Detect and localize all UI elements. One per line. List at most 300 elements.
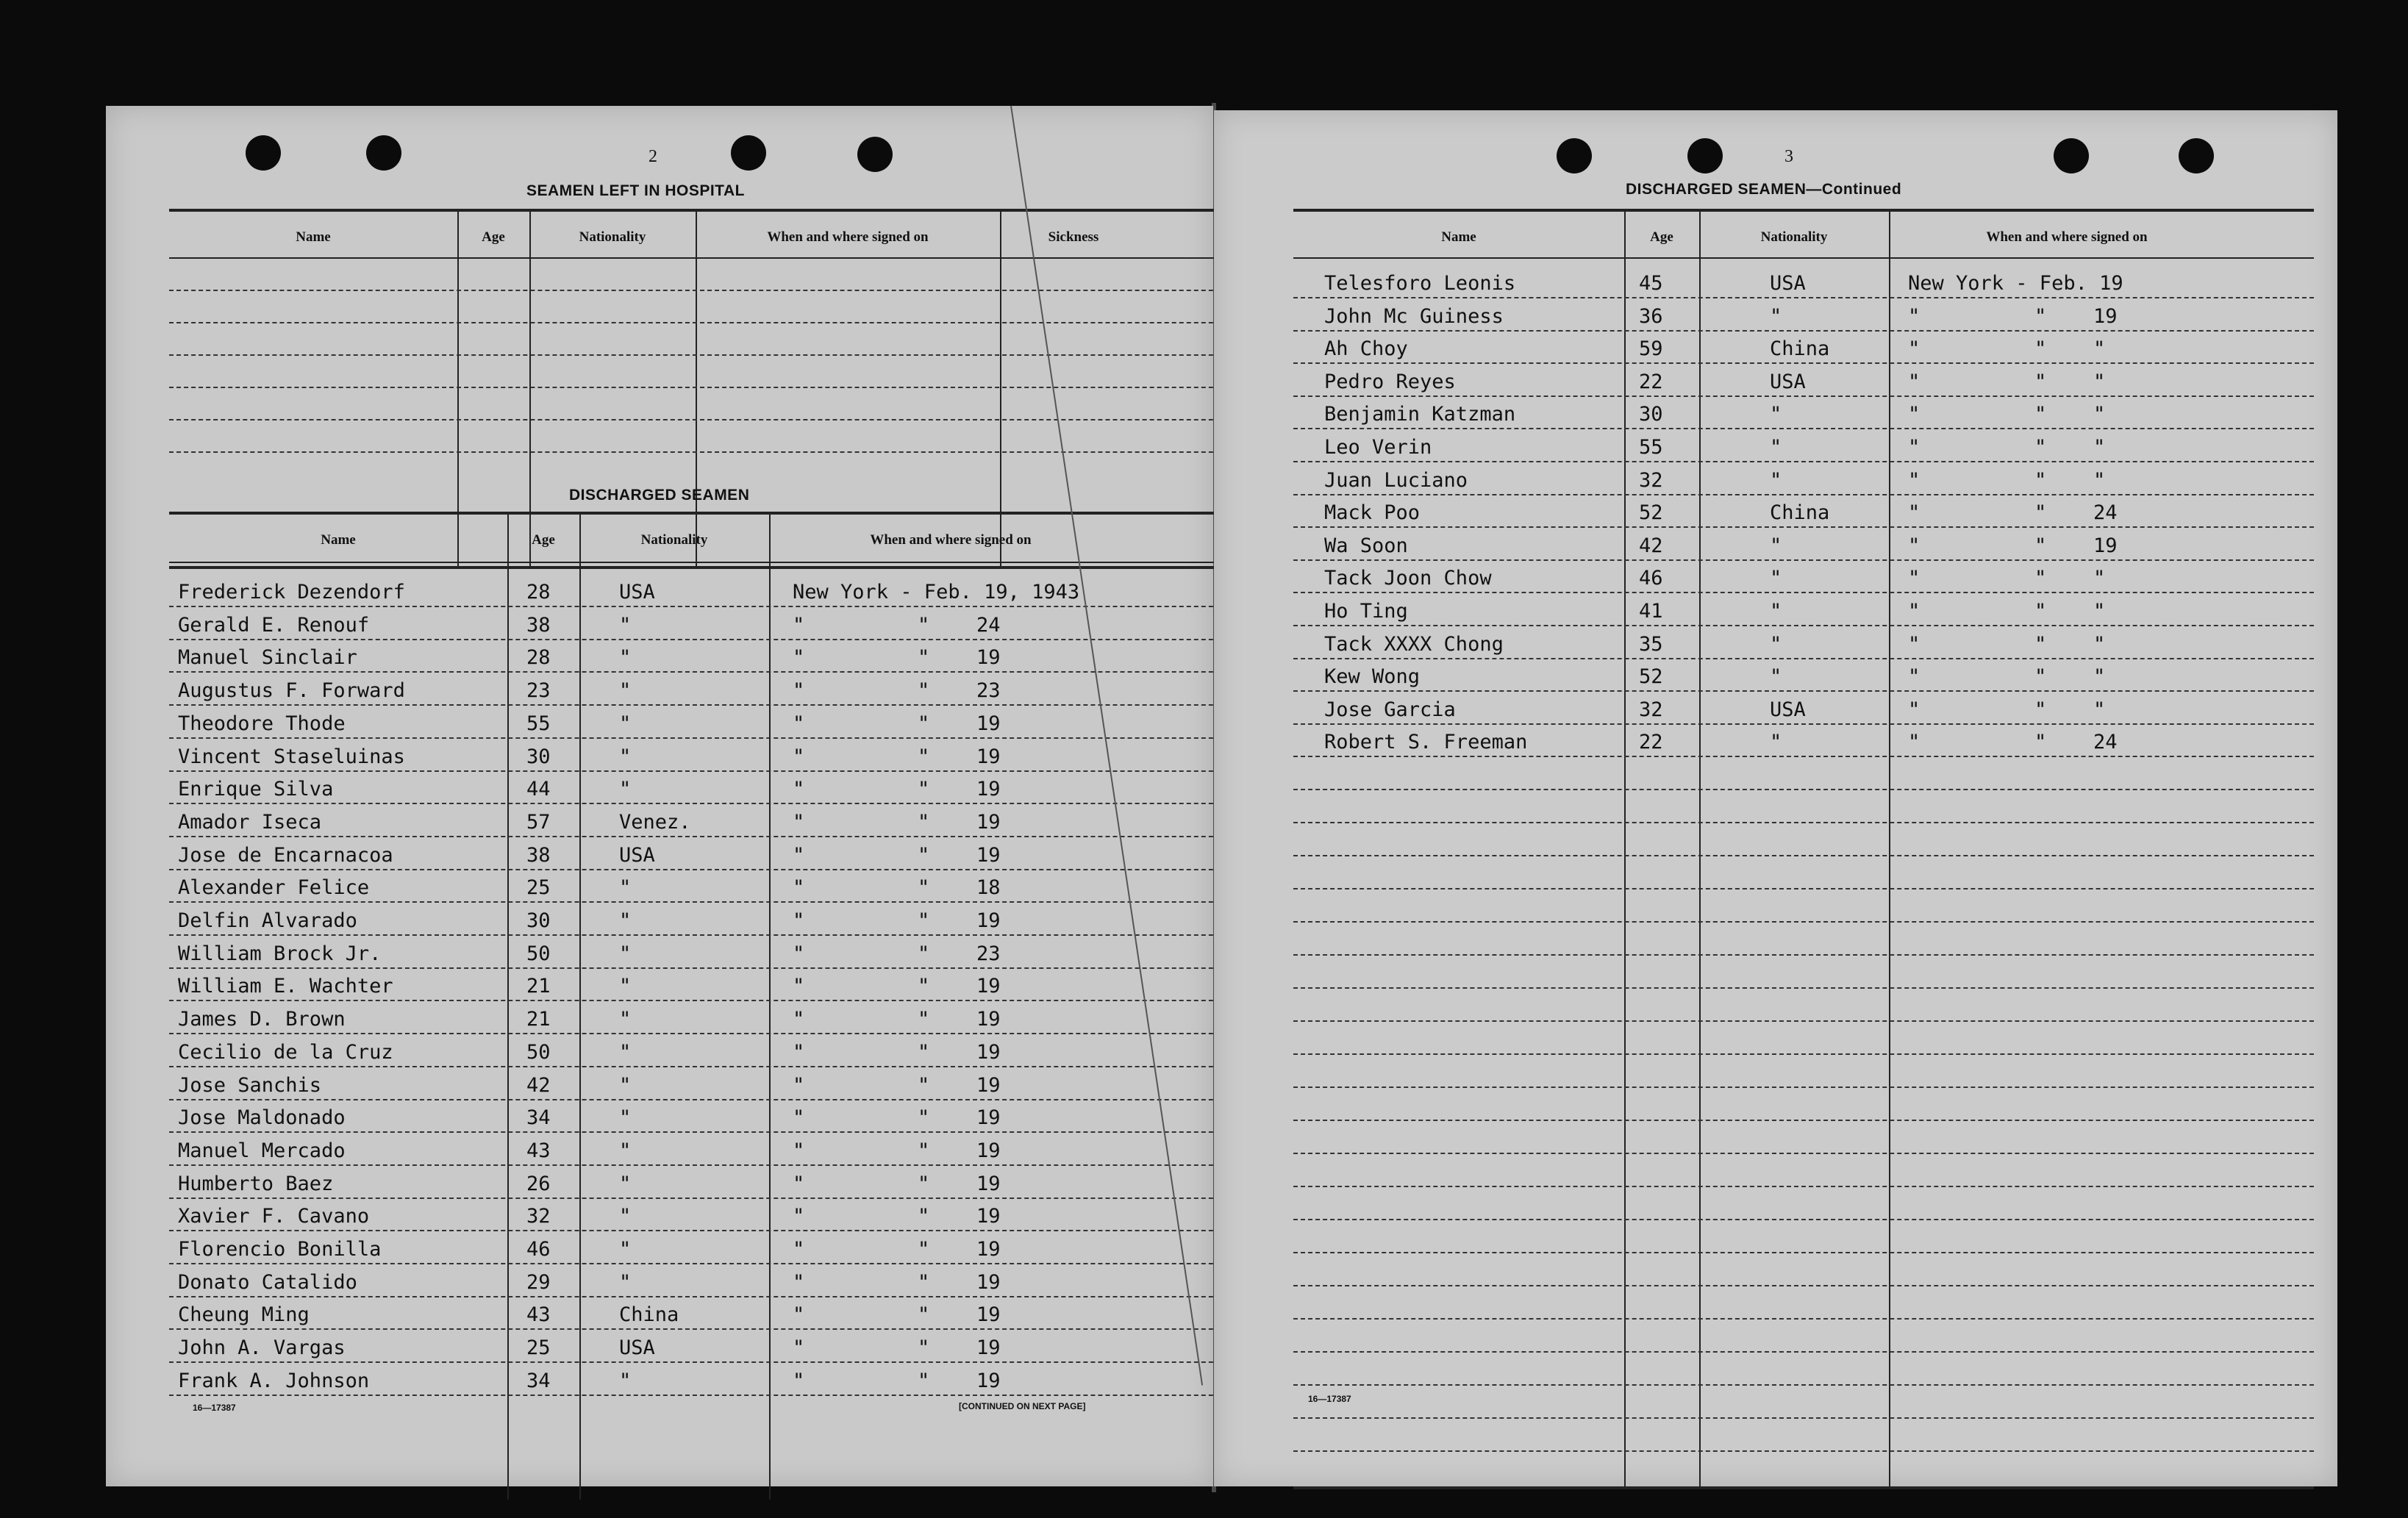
seaman-nationality: USA <box>1770 272 1806 295</box>
signed-on-day: 19 <box>976 778 1001 801</box>
seaman-age: 43 <box>526 1139 551 1162</box>
ditto-mark: " <box>1908 337 1921 360</box>
punch-hole <box>2179 138 2214 173</box>
ditto-mark: " <box>918 1271 930 1294</box>
seaman-nationality: USA <box>619 1336 655 1359</box>
table-row <box>1293 559 2314 561</box>
seaman-nationality: " <box>619 1074 632 1097</box>
seaman-age: 46 <box>526 1238 551 1261</box>
paper-crease <box>1010 106 1203 1386</box>
signed-on-day: " <box>2093 600 2106 623</box>
hospital-section-title: SEAMEN LEFT IN HOSPITAL <box>526 182 745 199</box>
signed-on-day: 19 <box>976 712 1001 735</box>
ditto-mark: " <box>2034 633 2047 656</box>
column-divider <box>1699 212 1701 1488</box>
table-row <box>169 1164 1243 1166</box>
discharged-header-age: Age <box>532 532 555 548</box>
ditto-mark: " <box>918 811 930 834</box>
seaman-age: 41 <box>1639 600 1663 623</box>
hospital-header-signed-on: When and where signed on <box>767 229 929 245</box>
table-row <box>1293 428 2314 429</box>
seaman-age: 30 <box>1639 403 1663 426</box>
table-row <box>169 901 1243 903</box>
seaman-nationality: " <box>619 778 632 801</box>
seaman-nationality: China <box>619 1303 679 1326</box>
table-row <box>1293 1351 2314 1353</box>
ditto-mark: " <box>2034 436 2047 459</box>
seaman-name: Manuel Sinclair <box>178 646 357 669</box>
table-row <box>1293 1186 2314 1187</box>
table-row <box>1293 1219 2314 1220</box>
seaman-nationality: USA <box>619 581 655 604</box>
table-row <box>1293 756 2314 757</box>
table-row <box>1293 330 2314 332</box>
seaman-nationality: " <box>619 1041 632 1064</box>
table-row <box>169 451 1243 453</box>
table-row <box>169 639 1243 640</box>
ditto-mark: " <box>918 1074 930 1097</box>
seaman-age: 44 <box>526 778 551 801</box>
ditto-mark: " <box>1908 501 1921 524</box>
seaman-nationality: " <box>619 942 632 965</box>
seaman-name: William E. Wachter <box>178 975 393 998</box>
ditto-mark: " <box>1908 370 1921 393</box>
seaman-age: 22 <box>1639 731 1663 753</box>
column-divider <box>507 515 509 1500</box>
seaman-name: Xavier F. Cavano <box>178 1205 370 1228</box>
punch-hole <box>1557 138 1592 173</box>
table-row <box>169 934 1243 936</box>
seaman-name: Tack XXXX Chong <box>1324 633 1504 656</box>
table-rule <box>1293 1486 2314 1489</box>
seaman-age: 23 <box>526 679 551 702</box>
seaman-nationality: " <box>1770 633 1782 656</box>
ditto-mark: " <box>2034 337 2047 360</box>
table-row <box>169 1000 1243 1001</box>
table-rule <box>169 257 1243 259</box>
ditto-mark: " <box>918 712 930 735</box>
ditto-mark: " <box>793 1139 805 1162</box>
signed-on-day: 23 <box>976 942 1001 965</box>
seaman-name: Jose Sanchis <box>178 1074 322 1097</box>
discharged-header-signed-on: When and where signed on <box>870 532 1032 548</box>
ditto-mark: " <box>793 811 805 834</box>
seaman-age: 52 <box>1639 501 1663 524</box>
table-row <box>1293 1417 2314 1419</box>
continued-header-age: Age <box>1650 229 1673 245</box>
table-rule <box>1293 209 2314 212</box>
signed-on-day: 19 <box>976 1336 1001 1359</box>
seaman-age: 42 <box>1639 534 1663 557</box>
table-row <box>1293 1450 2314 1452</box>
ditto-mark: " <box>1908 567 1921 590</box>
table-row <box>1293 921 2314 923</box>
continued-header-nationality: Nationality <box>1760 229 1828 245</box>
ditto-mark: " <box>793 1205 805 1228</box>
hospital-header-nationality: Nationality <box>579 229 646 245</box>
seaman-name: Donato Catalido <box>178 1271 357 1294</box>
ditto-mark: " <box>793 679 805 702</box>
seaman-nationality: " <box>619 1008 632 1031</box>
seaman-age: 46 <box>1639 567 1663 590</box>
seaman-age: 25 <box>526 876 551 899</box>
signed-on-day: 19 <box>2093 305 2118 328</box>
seaman-age: 34 <box>526 1370 551 1392</box>
seaman-name: Jose de Encarnacoa <box>178 844 393 867</box>
ditto-mark: " <box>793 712 805 735</box>
ditto-mark: " <box>918 1370 930 1392</box>
table-row <box>1293 690 2314 692</box>
ditto-mark: " <box>918 876 930 899</box>
seaman-age: 32 <box>1639 698 1663 721</box>
table-rule <box>169 512 1243 515</box>
signed-on-day: 19 <box>976 844 1001 867</box>
continued-header-name: Name <box>1441 229 1476 245</box>
signed-on-place: New York - Feb. 19 <box>1908 272 2123 295</box>
ditto-mark: " <box>918 1041 930 1064</box>
ditto-mark: " <box>2034 469 2047 492</box>
ditto-mark: " <box>793 1008 805 1031</box>
table-row <box>169 1033 1243 1034</box>
signed-on-day: " <box>2093 337 2106 360</box>
seaman-nationality: " <box>619 646 632 669</box>
seaman-name: Tack Joon Chow <box>1324 567 1492 590</box>
ditto-mark: " <box>1908 731 1921 753</box>
seaman-nationality: China <box>1770 501 1830 524</box>
seaman-nationality: " <box>1770 436 1782 459</box>
signed-on-day: 24 <box>2093 731 2118 753</box>
table-row <box>169 1197 1243 1199</box>
seaman-nationality: USA <box>1770 698 1806 721</box>
seaman-nationality: China <box>1770 337 1830 360</box>
ditto-mark: " <box>2034 501 2047 524</box>
ditto-mark: " <box>793 646 805 669</box>
seaman-age: 21 <box>526 975 551 998</box>
continued-header-signed-on: When and where signed on <box>1986 229 2148 245</box>
seaman-age: 29 <box>526 1271 551 1294</box>
ditto-mark: " <box>918 844 930 867</box>
seaman-age: 38 <box>526 844 551 867</box>
seaman-nationality: " <box>1770 305 1782 328</box>
discharged-header-name: Name <box>321 532 356 548</box>
table-row <box>169 1131 1243 1133</box>
signed-on-day: 19 <box>976 646 1001 669</box>
signed-on-day: 19 <box>976 975 1001 998</box>
seaman-nationality: " <box>619 745 632 768</box>
ditto-mark: " <box>793 1370 805 1392</box>
seaman-name: Alexander Felice <box>178 876 370 899</box>
ditto-mark: " <box>1908 698 1921 721</box>
seaman-name: Juan Luciano <box>1324 469 1468 492</box>
punch-hole <box>1687 138 1723 173</box>
ditto-mark: " <box>2034 403 2047 426</box>
seaman-name: Telesforo Leonis <box>1324 272 1516 295</box>
seaman-nationality: " <box>1770 469 1782 492</box>
punch-hole <box>731 135 766 171</box>
table-row <box>1293 723 2314 725</box>
table-row <box>1293 822 2314 823</box>
discharged-continued-title: DISCHARGED SEAMEN—Continued <box>1626 181 1902 198</box>
table-row <box>1293 494 2314 495</box>
table-row <box>1293 1285 2314 1286</box>
seaman-nationality: " <box>619 1106 632 1129</box>
signed-on-day: " <box>2093 567 2106 590</box>
seaman-nationality: " <box>1770 665 1782 688</box>
seaman-name: Ho Ting <box>1324 600 1408 623</box>
signed-on-day: " <box>2093 370 2106 393</box>
ditto-mark: " <box>793 745 805 768</box>
ditto-mark: " <box>1908 665 1921 688</box>
column-divider <box>769 515 771 1500</box>
signed-on-day: 19 <box>976 1172 1001 1195</box>
ditto-mark: " <box>918 1336 930 1359</box>
ditto-mark: " <box>793 909 805 932</box>
table-row <box>169 967 1243 969</box>
table-rule <box>1293 257 2314 259</box>
table-row <box>169 836 1243 837</box>
ditto-mark: " <box>2034 370 2047 393</box>
seaman-age: 34 <box>526 1106 551 1129</box>
table-row <box>1293 526 2314 528</box>
signed-on-day: " <box>2093 436 2106 459</box>
seaman-age: 30 <box>526 745 551 768</box>
table-row <box>169 803 1243 804</box>
signed-on-day: " <box>2093 665 2106 688</box>
seaman-name: Florencio Bonilla <box>178 1238 382 1261</box>
seaman-name: Humberto Baez <box>178 1172 334 1195</box>
seaman-age: 42 <box>526 1074 551 1097</box>
seaman-age: 55 <box>1639 436 1663 459</box>
seaman-age: 43 <box>526 1303 551 1326</box>
seaman-nationality: " <box>619 876 632 899</box>
table-row <box>1293 297 2314 298</box>
seaman-name: Wa Soon <box>1324 534 1408 557</box>
seaman-nationality: USA <box>1770 370 1806 393</box>
table-row <box>169 354 1243 356</box>
table-row <box>169 1395 1243 1396</box>
signed-on-day: " <box>2093 469 2106 492</box>
seaman-age: 35 <box>1639 633 1663 656</box>
seaman-name: Theodore Thode <box>178 712 346 735</box>
seaman-name: Kew Wong <box>1324 665 1421 688</box>
ditto-mark: " <box>1908 403 1921 426</box>
ditto-mark: " <box>918 745 930 768</box>
table-row <box>1293 395 2314 397</box>
seaman-name: John A. Vargas <box>178 1336 346 1359</box>
seaman-name: Cheung Ming <box>178 1303 310 1326</box>
seaman-age: 38 <box>526 614 551 637</box>
seaman-name: Benjamin Katzman <box>1324 403 1516 426</box>
seaman-age: 50 <box>526 1041 551 1064</box>
seaman-age: 59 <box>1639 337 1663 360</box>
ditto-mark: " <box>918 1238 930 1261</box>
ditto-mark: " <box>793 1041 805 1064</box>
seaman-age: 22 <box>1639 370 1663 393</box>
ditto-mark: " <box>793 1238 805 1261</box>
table-row <box>1293 625 2314 626</box>
table-row <box>169 1066 1243 1067</box>
table-row <box>1293 888 2314 889</box>
ditto-mark: " <box>793 614 805 637</box>
table-row <box>1293 987 2314 989</box>
seaman-name: Jose Garcia <box>1324 698 1456 721</box>
table-row <box>1293 1020 2314 1022</box>
ditto-mark: " <box>918 1008 930 1031</box>
seaman-nationality: " <box>619 975 632 998</box>
seaman-name: Frank A. Johnson <box>178 1370 370 1392</box>
ditto-mark: " <box>1908 633 1921 656</box>
seaman-name: John Mc Guiness <box>1324 305 1504 328</box>
seaman-nationality: " <box>1770 731 1782 753</box>
signed-on-day: 19 <box>976 1008 1001 1031</box>
ditto-mark: " <box>2034 305 2047 328</box>
seaman-name: Leo Verin <box>1324 436 1432 459</box>
seaman-name: Amador Iseca <box>178 811 322 834</box>
table-row <box>1293 1252 2314 1253</box>
ditto-mark: " <box>2034 665 2047 688</box>
ditto-mark: " <box>2034 567 2047 590</box>
seaman-nationality: " <box>619 712 632 735</box>
signed-on-day: " <box>2093 698 2106 721</box>
table-row <box>1293 362 2314 364</box>
punch-hole <box>246 135 281 171</box>
page-number: 3 <box>1784 147 1793 166</box>
ditto-mark: " <box>793 1074 805 1097</box>
ditto-mark: " <box>793 844 805 867</box>
ditto-mark: " <box>918 942 930 965</box>
seaman-name: Ah Choy <box>1324 337 1408 360</box>
seaman-age: 50 <box>526 942 551 965</box>
signed-on-day: 19 <box>976 1303 1001 1326</box>
seaman-nationality: " <box>1770 600 1782 623</box>
seaman-nationality: " <box>619 1370 632 1392</box>
signed-on-day: 19 <box>976 745 1001 768</box>
ditto-mark: " <box>1908 600 1921 623</box>
seaman-nationality: " <box>619 1205 632 1228</box>
hospital-header-sickness: Sickness <box>1048 229 1099 245</box>
ditto-mark: " <box>793 876 805 899</box>
form-number: 16—17387 <box>193 1403 236 1413</box>
ditto-mark: " <box>793 1172 805 1195</box>
ditto-mark: " <box>1908 305 1921 328</box>
seaman-name: Pedro Reyes <box>1324 370 1456 393</box>
table-row <box>169 290 1243 291</box>
page-number: 2 <box>649 147 657 166</box>
table-row <box>1293 592 2314 593</box>
signed-on-day: 19 <box>976 1041 1001 1064</box>
ditto-mark: " <box>2034 698 2047 721</box>
table-row <box>1293 789 2314 790</box>
table-row <box>1293 1384 2314 1386</box>
signed-on-day: " <box>2093 403 2106 426</box>
ditto-mark: " <box>918 1303 930 1326</box>
seaman-age: 21 <box>526 1008 551 1031</box>
ditto-mark: " <box>1908 534 1921 557</box>
table-row <box>1293 855 2314 856</box>
signed-on-day: 19 <box>976 1271 1001 1294</box>
form-number: 16—17387 <box>1308 1394 1351 1404</box>
signed-on-day: 19 <box>976 1139 1001 1162</box>
signed-on-day: 24 <box>2093 501 2118 524</box>
seaman-name: Gerald E. Renouf <box>178 614 370 637</box>
table-rule <box>169 566 1243 569</box>
ditto-mark: " <box>918 679 930 702</box>
signed-on-place: New York - Feb. 19, 1943 <box>793 581 1080 604</box>
table-row <box>169 1263 1243 1264</box>
hospital-header-name: Name <box>296 229 331 245</box>
signed-on-day: 18 <box>976 876 1001 899</box>
seaman-name: William Brock Jr. <box>178 942 382 965</box>
column-divider <box>1889 212 1890 1488</box>
discharged-header-nationality: Nationality <box>640 532 708 548</box>
table-rule <box>169 209 1243 212</box>
seaman-name: Jose Maldonado <box>178 1106 346 1129</box>
ditto-mark: " <box>1908 436 1921 459</box>
ditto-mark: " <box>1908 469 1921 492</box>
seaman-nationality: " <box>619 1172 632 1195</box>
ditto-mark: " <box>918 1106 930 1129</box>
ditto-mark: " <box>793 1271 805 1294</box>
signed-on-day: 23 <box>976 679 1001 702</box>
ditto-mark: " <box>2034 600 2047 623</box>
seaman-name: Augustus F. Forward <box>178 679 405 702</box>
table-rule <box>169 562 1243 563</box>
ditto-mark: " <box>918 778 930 801</box>
seaman-age: 32 <box>526 1205 551 1228</box>
continued-note: [CONTINUED ON NEXT PAGE] <box>959 1401 1086 1411</box>
seaman-age: 45 <box>1639 272 1663 295</box>
seaman-name: James D. Brown <box>178 1008 346 1031</box>
seaman-age: 25 <box>526 1336 551 1359</box>
ditto-mark: " <box>918 1172 930 1195</box>
seaman-nationality: " <box>619 679 632 702</box>
signed-on-day: 24 <box>976 614 1001 637</box>
ditto-mark: " <box>918 646 930 669</box>
signed-on-day: 19 <box>976 1106 1001 1129</box>
seaman-name: Manuel Mercado <box>178 1139 346 1162</box>
hospital-header-age: Age <box>482 229 505 245</box>
table-row <box>1293 1086 2314 1088</box>
table-row <box>169 387 1243 388</box>
right-page <box>1214 110 2337 1486</box>
punch-hole <box>366 135 401 171</box>
table-row <box>1293 658 2314 659</box>
signed-on-day: 19 <box>976 1238 1001 1261</box>
table-row <box>169 869 1243 870</box>
left-page <box>106 106 1213 1486</box>
table-row <box>1293 954 2314 956</box>
column-divider <box>579 515 581 1500</box>
seaman-nationality: " <box>1770 403 1782 426</box>
seaman-age: 52 <box>1639 665 1663 688</box>
seaman-age: 32 <box>1639 469 1663 492</box>
seaman-age: 26 <box>526 1172 551 1195</box>
seaman-age: 36 <box>1639 305 1663 328</box>
table-row <box>169 1361 1243 1363</box>
ditto-mark: " <box>918 614 930 637</box>
column-divider <box>1624 212 1626 1488</box>
table-row <box>169 1296 1243 1297</box>
table-row <box>1293 1153 2314 1154</box>
table-row <box>169 419 1243 420</box>
table-row <box>169 1328 1243 1330</box>
ditto-mark: " <box>793 1106 805 1129</box>
seaman-age: 28 <box>526 581 551 604</box>
ditto-mark: " <box>793 1336 805 1359</box>
seaman-nationality: Venez. <box>619 811 691 834</box>
signed-on-day: " <box>2093 633 2106 656</box>
ditto-mark: " <box>793 942 805 965</box>
